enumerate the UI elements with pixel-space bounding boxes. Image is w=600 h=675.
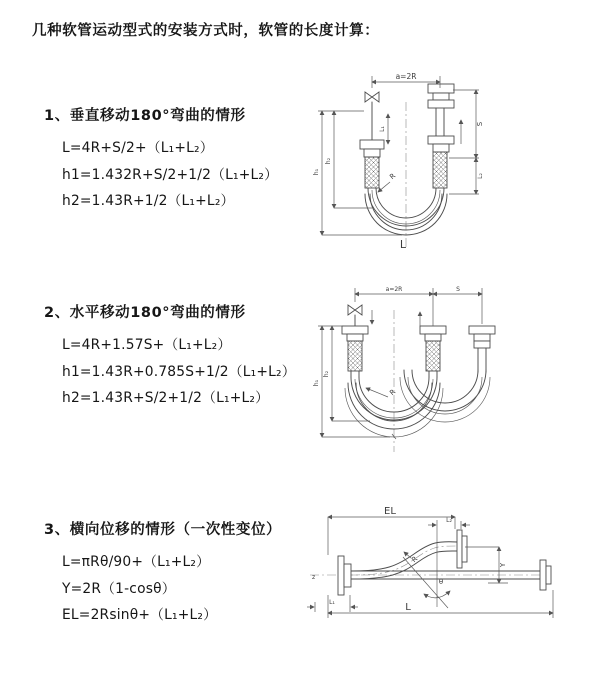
diagram-1-vertical-u-bend — [306, 68, 592, 256]
d2-left-pipe-flange — [342, 326, 368, 377]
d2-label-h1: h₁ — [313, 379, 320, 387]
d2-hose-arcs — [345, 370, 490, 439]
section-2 — [44, 301, 296, 410]
d2-label-h2: h₂ — [323, 370, 330, 378]
d2-valve-icon — [348, 305, 362, 326]
d2-right-pipe-flange — [469, 326, 495, 372]
d1-label-h1: h₁ — [313, 168, 320, 176]
diagram-3-lateral-displacement — [298, 495, 598, 645]
d1-label-h2: h₂ — [325, 157, 332, 165]
d2-middle-pipe-flange — [420, 326, 446, 377]
section-3-heading: 3、横向位移的情形（一次性变位） — [44, 522, 282, 538]
d3-label-theta: θ — [438, 578, 444, 586]
d1-label-s: S — [476, 121, 484, 127]
section-1 — [44, 104, 278, 213]
section-2-formula-h2: h2=1.43R+S/2+1/2（L₁+L₂） — [62, 390, 270, 407]
section-2-formula-L: L=4R+1.57S+（L₁+L₂） — [62, 337, 232, 354]
d2-dimensions — [313, 286, 482, 437]
d1-label-l: L — [399, 238, 407, 251]
section-1-formula-h1: h1=1.432R+S/2+1/2（L₁+L₂） — [62, 166, 279, 183]
d1-dimensions — [313, 72, 484, 251]
d3-label-l1: L₁ — [329, 599, 335, 606]
section-3 — [44, 518, 281, 627]
d1-label-a2r: a=2R — [395, 72, 417, 81]
diagram-2-horizontal-u-bend — [308, 282, 568, 467]
section-2-heading: 2、水平移动180°弯曲的情形 — [44, 305, 246, 321]
section-1-heading: 1、垂直移动180°弯曲的情形 — [44, 108, 246, 124]
d1-left-pipe-flange — [360, 140, 384, 188]
doc-title: 几种软管运动型式的安装方式时，软管的长度计算： — [32, 23, 380, 39]
d2-label-r: R — [388, 387, 398, 398]
section-1-formula-L: L=4R+S/2+（L₁+L₂） — [62, 140, 214, 157]
d1-valve-icon — [365, 92, 379, 140]
d2-label-a2r: a=2R — [385, 286, 403, 293]
d3-label-el: EL — [384, 506, 396, 517]
d1-label-l2: L₂ — [477, 173, 484, 179]
d3-s-curve-hose — [351, 530, 467, 579]
section-2-formula-h1: h1=1.43R+0.785S+1/2（L₁+L₂） — [62, 363, 296, 380]
section-3-formula-L: L=πRθ/90+（L₁+L₂） — [62, 554, 211, 571]
d3-label-y: Y — [499, 562, 507, 568]
d3-label-z: z — [312, 574, 316, 581]
d2-label-s: S — [456, 286, 460, 293]
d1-right-pipe-flange — [428, 84, 454, 188]
d3-label-r: R — [410, 554, 420, 565]
d1-label-l1: L₁ — [379, 126, 386, 132]
section-3-formula-EL: EL=2Rsinθ+（L₁+L₂） — [62, 607, 218, 624]
d1-label-r: R — [388, 171, 398, 182]
d3-label-l2: L₂ — [446, 517, 452, 524]
section-3-formula-Y: Y=2R（1-cosθ） — [62, 580, 176, 597]
d3-left-flange — [338, 556, 351, 595]
d3-label-l: L — [405, 602, 411, 613]
section-1-formula-h2: h2=1.43R+1/2（L₁+L₂） — [62, 193, 235, 210]
